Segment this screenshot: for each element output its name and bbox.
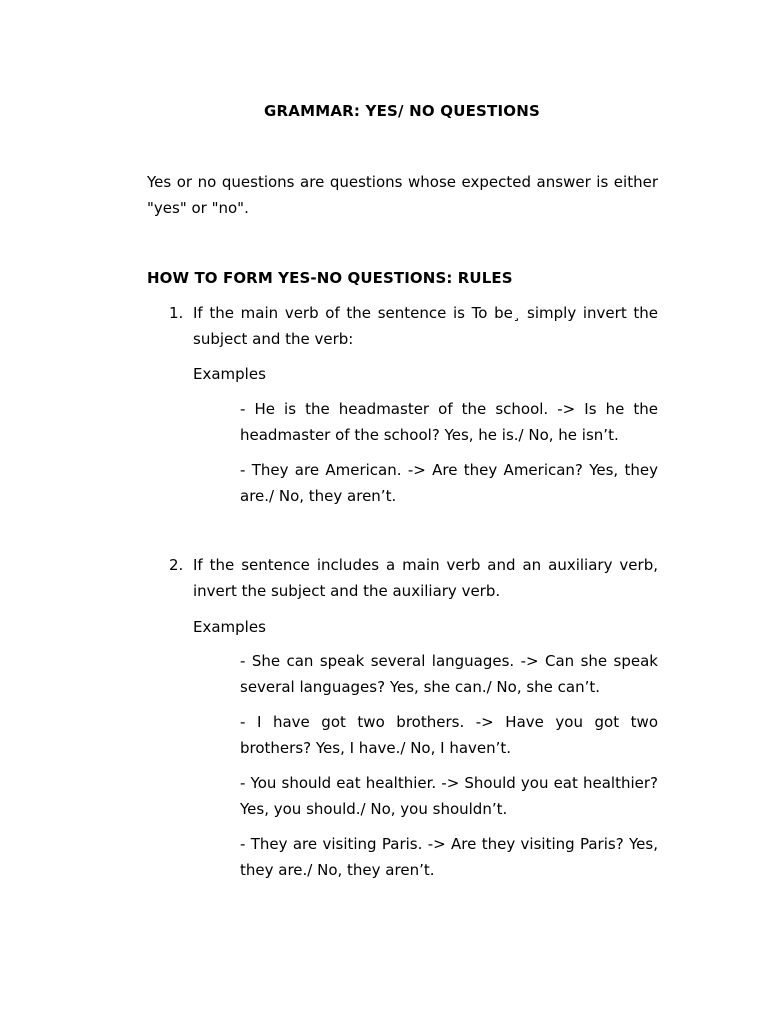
document-title: GRAMMAR: YES/ NO QUESTIONS xyxy=(264,102,540,120)
example-sentence: - They are visiting Paris. -> Are they visiting Paris? Yes, they are./ No, they aren’t. xyxy=(240,835,658,879)
examples-label: Examples xyxy=(193,618,266,636)
rule-text: If the sentence includes a main verb and an auxiliary verb, invert the subject and the auxiliary verb. xyxy=(193,556,658,600)
example-sentence: - They are American. -> Are they American? Yes, they are./ No, they aren’t. xyxy=(240,461,658,505)
example-sentence: - She can speak several languages. -> Can she speak several languages? Yes, she can./ No, she can’t. xyxy=(240,652,658,696)
rule-number: 2. xyxy=(169,556,184,574)
rule-text: If the main verb of the sentence is To be¸ simply invert the subject and the verb: xyxy=(193,304,658,348)
rule-number: 1. xyxy=(169,304,184,322)
examples-label: Examples xyxy=(193,365,266,383)
intro-paragraph: Yes or no questions are questions whose expected answer is either "yes" or "no". xyxy=(147,173,658,217)
example-sentence: - I have got two brothers. -> Have you got two brothers? Yes, I have./ No, I haven’t. xyxy=(240,713,658,757)
example-sentence: - He is the headmaster of the school. -> Is he the headmaster of the school? Yes, he is./ No, he isn’t. xyxy=(240,400,658,444)
rules-heading: HOW TO FORM YES-NO QUESTIONS: RULES xyxy=(147,269,513,287)
example-sentence: - You should eat healthier. -> Should you eat healthier? Yes, you should./ No, you shouldn’t. xyxy=(240,774,658,818)
